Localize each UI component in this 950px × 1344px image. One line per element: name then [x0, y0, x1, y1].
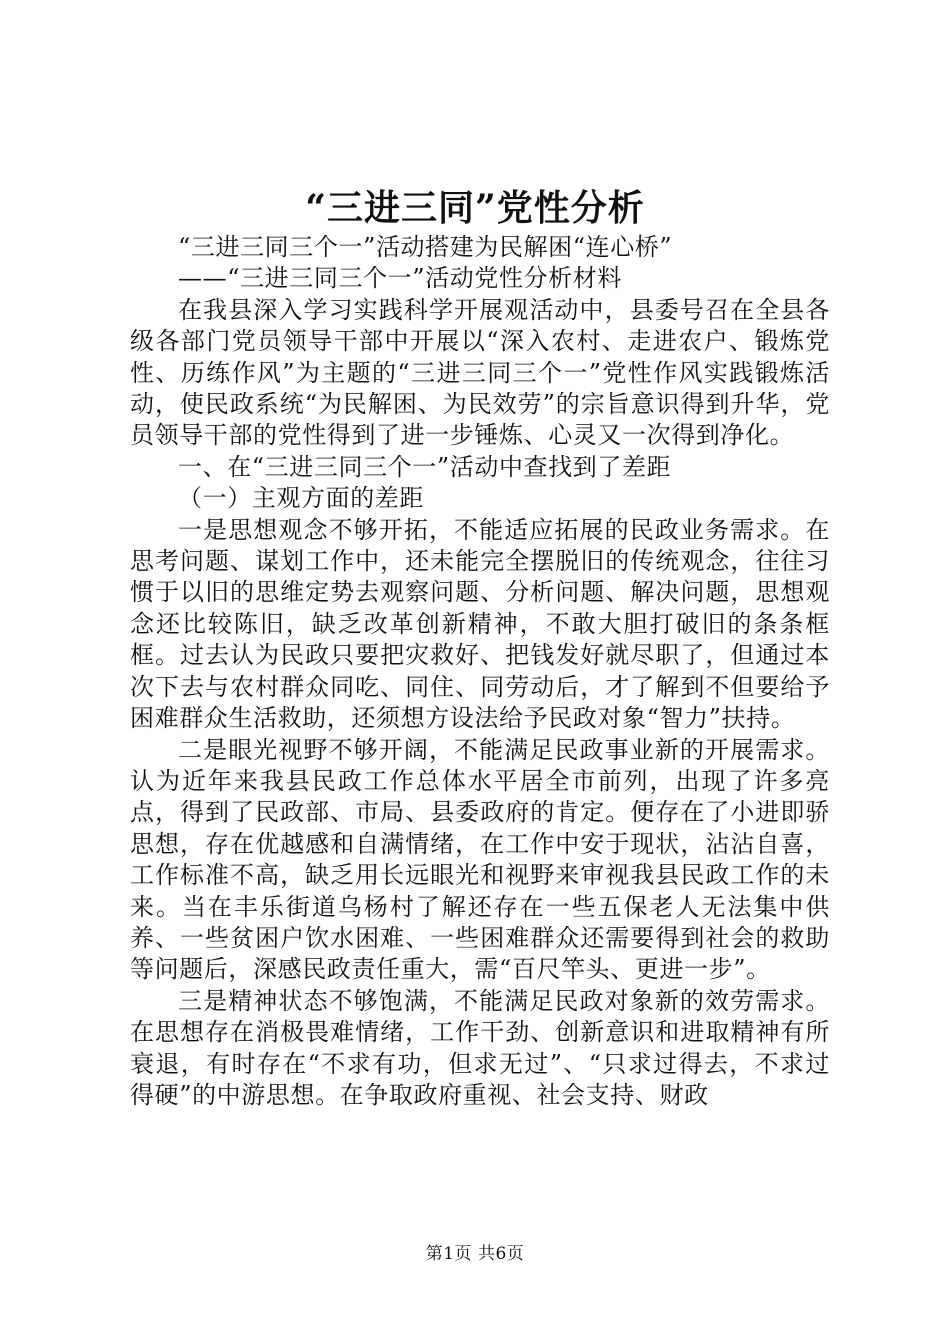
- page-number-footer: 第1页 共6页: [425, 1244, 525, 1264]
- document-title: “三进三同”党性分析: [305, 187, 645, 229]
- subtitle: “三进三同三个一”活动搭建为民解困“连心桥”: [178, 233, 673, 261]
- paragraph-point-three: 三是精神状态不够饱满，不能满足民政对象新的效劳需求。在思想存在消极畏难情绪，工作干劲、创新意识和进取精神有所衰退，有时存在“不求有功，但求无过”、“只求过得去，不求过得硬”的中游思想。在争取政府重视、社会支持、财政: [130, 986, 830, 1109]
- subtitle-secondary: ——“三进三同三个一”活动党性分析材料: [178, 264, 622, 293]
- paragraph-point-two: 二是眼光视野不够开阔，不能满足民政事业新的开展需求。认为近年来我县民政工作总体水平居全市前列，出现了许多亮点，得到了民政部、市局、县委政府的肯定。便存在了小进即骄思想，存在优越感和自满情绪，在工作中安于现状，沾沾自喜，工作标准不高，缺乏用长远眼光和视野来审视我县民政工作的未来。当在丰乐街道乌杨村了解还存在一些五保老人无法集中供养、一些贫困户饮水困难、一些困难群众还需要得到社会的救助等问题后，深感民政责任重大，需“百尺竿头、更进一步”。: [130, 735, 830, 984]
- paragraph-point-one: 一是思想观念不够开拓，不能适应拓展的民政业务需求。在思考问题、谋划工作中，还未能完全摆脱旧的传统观念，往往习惯于以旧的思维定势去观察问题、分析问题、解决问题，思想观念还比较陈旧，缺乏改革创新精神，不敢大胆打破旧的条条框框。过去认为民政只要把灾救好、把钱发好就尽职了，但通过本次下去与农村群众同吃、同住、同劳动后，才了解到不但要给予困难群众生活救助，还须想方设法给予民政对象“智力”扶持。: [130, 515, 830, 733]
- document-body: [130, 232, 830, 1111]
- section-heading: 一、在“三进三同三个一”活动中查找到了差距: [178, 452, 672, 481]
- paragraph-intro: 在我县深入学习实践科学开展观活动中，县委号召在全县各级各部门党员领导干部中开展以“深入农村、走进农户、锻炼党性、历练作风”为主题的“三进三同三个一”党性作风实践锻炼活动，使民政系统“为民解困、为民效劳”的宗旨意识得到升华，党员领导干部的党性得到了进一步锤炼、心灵又一次得到净化。: [130, 295, 830, 450]
- subsection-heading: （一）主观方面的差距: [178, 484, 424, 513]
